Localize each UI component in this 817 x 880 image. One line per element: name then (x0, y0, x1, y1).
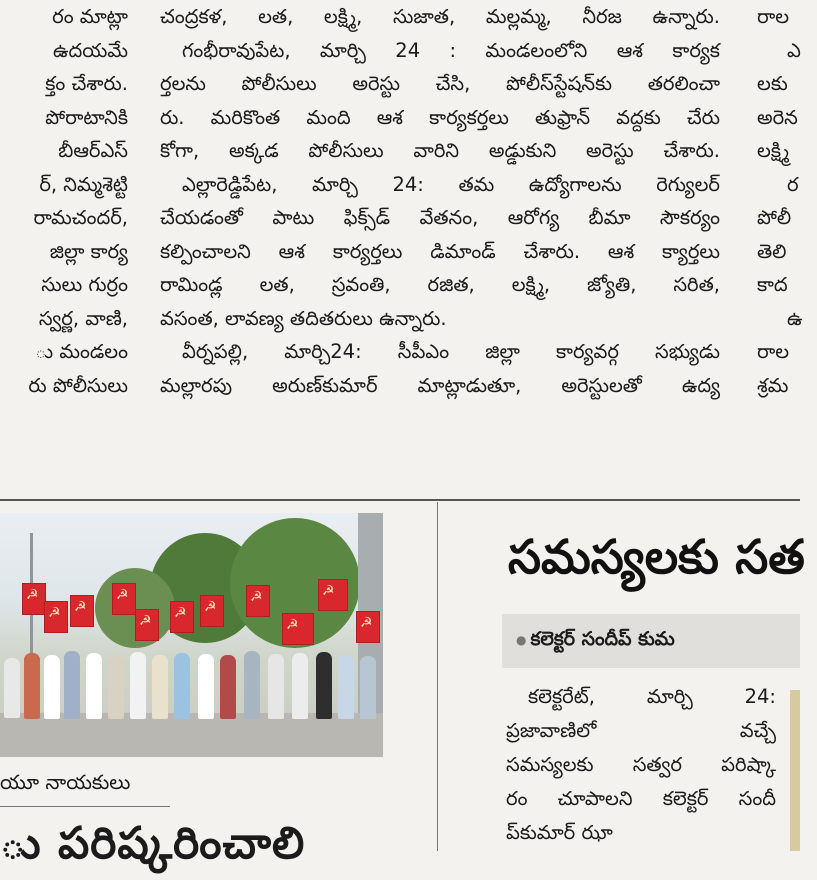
text-line: రు పోలీసులు (28, 373, 128, 397)
protester (86, 653, 102, 719)
protester (292, 653, 308, 719)
protester (220, 655, 236, 719)
protester (268, 654, 284, 719)
subheading-box (502, 614, 800, 668)
horizontal-divider (0, 499, 800, 501)
article-subheading (516, 628, 675, 655)
middle-article-column (160, 0, 720, 402)
protester (174, 653, 190, 719)
text-line: కాద (757, 273, 788, 296)
text-line: శ్రమ (757, 373, 789, 397)
paragraph-start: గంభీరావుపేట, మార్చి 24 : మండలంలోని ఆశ కార్యక (182, 38, 720, 62)
text-line: రం చూపాలని కలెక్టర్ సందీ (506, 787, 776, 810)
protester (198, 654, 214, 719)
text-line: ర్, నిమ్మశెట్టి (39, 172, 128, 196)
text-line: ప్రజావాణిలో వచ్చే (506, 719, 776, 742)
text-line: జిల్లా కార్య (49, 239, 128, 263)
paragraph-start: ఎల్లారెడ్డిపేట, మార్చి 24: తమ ఉద్యోగాలను రెగ్యులర్ (182, 172, 720, 196)
text-line: క్తం చేశారు. (45, 72, 128, 95)
red-flag (200, 595, 224, 627)
red-flag (170, 601, 194, 633)
text-line: రామిండ్ల లత, స్రవంతి, రజిత, లక్ష్మి, జ్యోతి, సరిత, (160, 273, 720, 296)
right-article-body (506, 680, 776, 850)
text-line: చేయడంతో పాటు ఫిక్స్‌డ్ వేతనం, ఆరోగ్య బీమా సౌకర్యం (160, 206, 720, 229)
red-flag (112, 583, 136, 615)
text-line: లక్ష్మి (757, 139, 790, 162)
road (0, 713, 383, 757)
red-flag (356, 611, 380, 643)
protest-photo (0, 513, 383, 757)
bullet-icon: ● (516, 632, 527, 647)
text-line: లకు (757, 72, 788, 95)
red-flag (282, 613, 314, 645)
text-line: మల్లారపు అరుణ్‌కుమార్ మాట్లాడుతూ, అరెస్టులతో ఉద్య (160, 373, 720, 397)
red-flag (44, 601, 68, 633)
protester (108, 656, 124, 719)
protester (4, 658, 20, 718)
text-line: కల్పించాలని ఆశ కార్యర్తలు డిమాండ్ చేశారు. ఆశ క్యార్తలు (160, 239, 720, 263)
protester (130, 652, 146, 719)
text-line: వసంత, లావణ్య తదితరులు ఉన్నారు. (160, 306, 447, 330)
text-line: రు. మరికొంత మంది ఆశ కార్యకర్తలు తుఫ్రాన్ వద్దకు చేరు (160, 105, 720, 129)
text-line: రం మాట్లా (52, 5, 128, 28)
text-line: పోరాటానికి (45, 105, 128, 129)
red-flag (22, 583, 46, 615)
red-flag (246, 585, 270, 617)
paragraph-start: కలెక్టరేట్, మార్చి 24: (528, 685, 776, 708)
text-line: ర (787, 172, 799, 196)
text-line: తెలి (757, 239, 787, 263)
protester (244, 651, 260, 719)
subheading-text: కలెక్టర్ సందీప్ కుమ (530, 628, 675, 650)
photo-caption: యూ నాయకులు (0, 770, 131, 794)
protester (24, 653, 40, 719)
red-flag (318, 579, 348, 611)
protester (316, 652, 332, 719)
article-photo-edge (790, 690, 800, 851)
vertical-divider (437, 502, 438, 851)
text-line: ఉ (787, 306, 803, 330)
caption-divider (0, 806, 170, 807)
text-line: ఎ (787, 38, 801, 62)
text-line: స్వర్ణ, వాణి, (38, 306, 128, 330)
text-line: ఉదయమే (52, 38, 128, 62)
protester (360, 656, 376, 719)
article-headline: సమస్యలకు సత (508, 530, 805, 585)
right-column-text (757, 0, 817, 402)
protester (338, 655, 354, 719)
protester (44, 655, 60, 719)
text-line: ప్‌కుమార్ ఝా (506, 821, 613, 844)
text-line: రాల (757, 5, 790, 28)
paragraph-start: వీర్నపల్లి, మార్చి24: సీపీఎం జిల్లా కార్యవర్గ సభ్యుడు (182, 340, 720, 363)
text-line: చంద్రకళ, లత, లక్ష్మి, సుజాత, మల్లమ్మ, నీరజ ఉన్నారు. (160, 5, 720, 28)
text-line: సమస్యలకు సత్వర పరిష్కా (506, 753, 776, 776)
text-line: కోగా, అక్కడ పోలీసులు వారిని అడ్డుకుని అరెస్టు చేశారు. (160, 139, 720, 162)
text-line: పోలీ (757, 206, 792, 229)
red-flag (70, 595, 94, 627)
article-heading-bottom: ు పరిష్కరించాలి (0, 818, 306, 869)
text-line: సులు గుర్రం (41, 273, 128, 296)
text-line: రాల (757, 340, 790, 363)
protester (64, 651, 80, 719)
text-line: బీఆర్ఎస్ (58, 139, 128, 162)
text-line: రామచందర్, (33, 206, 128, 229)
red-flag (135, 609, 159, 641)
text-line: ర్తలను పోలీసులు అరెస్టు చేసి, పోలీస్‌స్టేషన్‌కు తరలించా (160, 72, 720, 95)
text-line: అరెన (757, 105, 798, 129)
protester (152, 655, 168, 719)
left-column-text (0, 0, 128, 402)
text-line: ు మండలం (35, 340, 128, 363)
